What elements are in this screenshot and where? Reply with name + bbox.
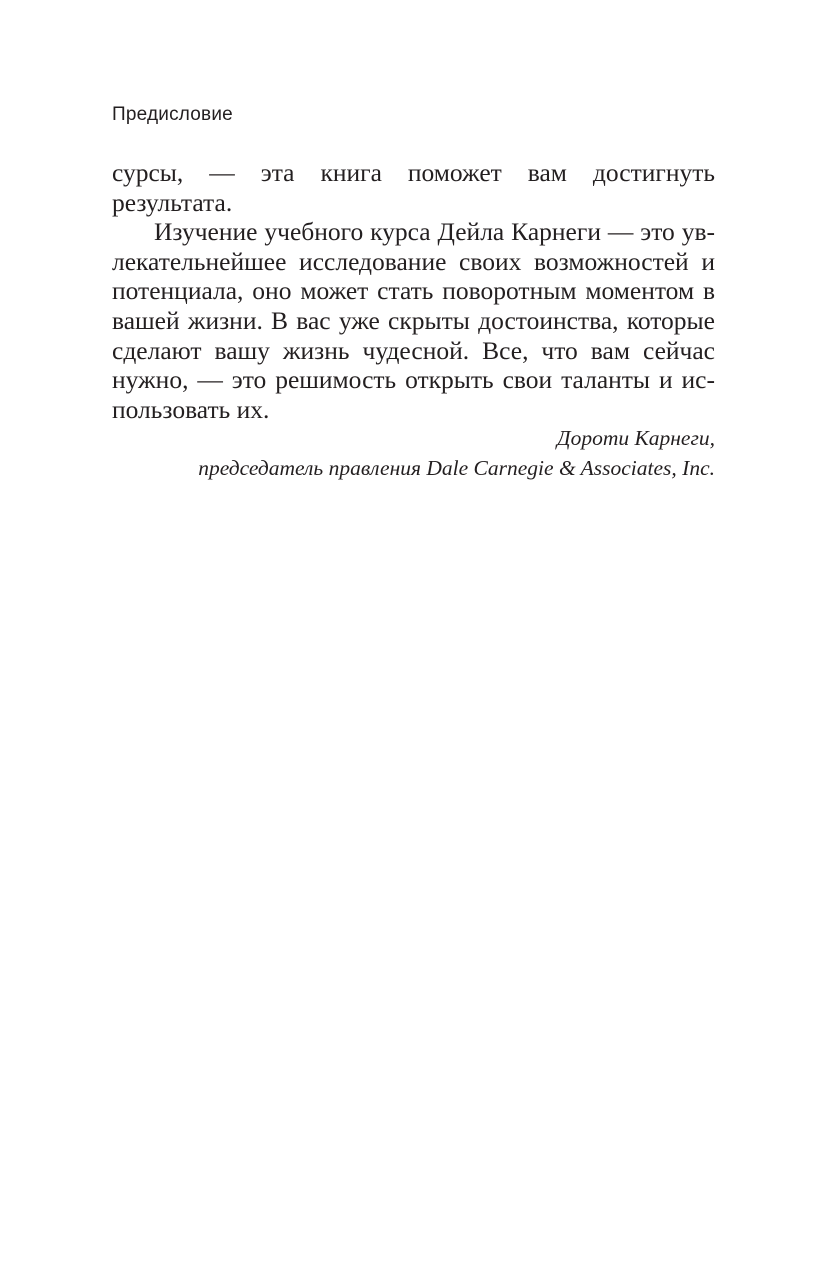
text-line: нужно, — это решимость открыть свои таланты и ис- [112,365,715,395]
running-head: Предисловие [112,104,233,125]
text-line: вашей жизни. В вас уже скрыты достоинства, которые [112,305,715,335]
text-line: сделают вашу жизнь чудесной. Все, что вам сейчас [112,335,715,365]
text-line: Изучение учебного курса Дейла Карнеги — это ув- [154,217,715,247]
text-line: пользовать их. [112,394,270,424]
text-line: результата. [112,187,233,217]
paragraph [112,217,715,424]
signature-title: председатель правления Dale Carnegie & Associates, Inc. [198,455,715,480]
body-text [112,158,715,424]
text-line: сурсы, — эта книга поможет вам достигнуть [112,158,715,187]
signature-name: Дороти Карнеги, [556,426,715,450]
paragraph [112,158,715,217]
text-line: лекательнейшее исследование своих возможностей и [112,246,715,276]
text-line: потенциала, оно может стать поворотным моментом в [112,276,715,306]
signature [198,424,715,483]
